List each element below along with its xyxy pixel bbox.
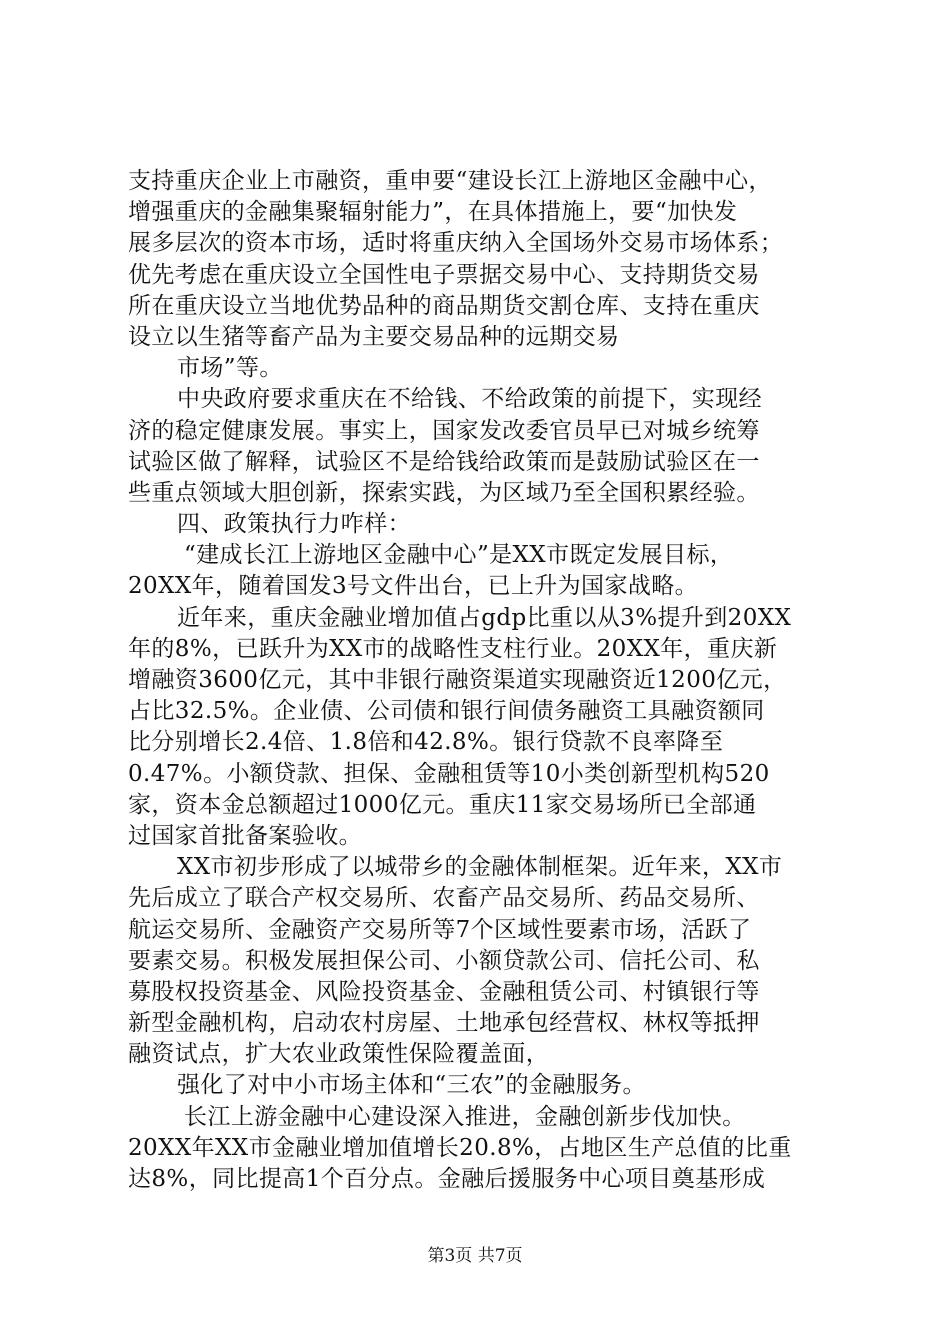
text-line: 设立以生猪等畜产品为主要交易品种的远期交易 <box>128 323 620 350</box>
text-line: 展多层次的资本市场，适时将重庆纳入全国场外交易市场体系； <box>128 230 784 257</box>
body-text <box>128 166 848 1195</box>
text-line: 达8%，同比提高1个百分点。金融后援服务中心项目奠基形成 <box>128 1166 766 1192</box>
text-line: 0.47%。小额贷款、担保、金融租赁等10小类创新型机构520 <box>128 760 770 787</box>
text-line: XX市初步形成了以城带乡的金融体制框架。近年来，XX市 <box>177 854 783 881</box>
text-line: “建成长江上游地区金融中心”是XX市既定发展目标， <box>184 542 734 569</box>
text-line: 强化了对中小市场主体和“三农”的金融服务。 <box>177 1072 646 1099</box>
text-line: 长江上游金融中心建设深入推进，金融创新步伐加快。 <box>184 1103 746 1130</box>
text-line: 中央政府要求重庆在不给钱、不给政策的前提下，实现经 <box>177 386 762 413</box>
text-line: 20XX年XX市金融业增加值增长20.8%，占地区生产总值的比重 <box>128 1134 792 1161</box>
text-line: 占比32.5%。企业债、公司债和银行间债务融资工具融资额同 <box>128 698 765 725</box>
text-line: 融资试点，扩大农业政策性保险覆盖面， <box>128 1041 550 1068</box>
page-number: 第3页 共7页 <box>427 1246 523 1266</box>
text-line: 过国家首批备案验收。 <box>128 822 362 849</box>
text-line: 优先考虑在重庆设立全国性电子票据交易中心、支持期货交易 <box>128 261 760 288</box>
text-line: 些重点领域大胆创新，探索实践，为区域乃至全国积累经验。 <box>128 479 760 506</box>
text-line: 家，资本金总额超过1000亿元。重庆11家交易场所已全部通 <box>128 791 757 818</box>
text-line: 航运交易所、金融资产交易所等7个区域性要素市场，活跃了 <box>128 916 752 943</box>
text-line: 市场”等。 <box>177 355 283 382</box>
text-line: 增融资3600亿元，其中非银行融资渠道实现融资近1200亿元， <box>128 667 787 693</box>
text-line: 20XX年，随着国发3号文件出台，已上升为国家战略。 <box>128 573 699 600</box>
text-line: 比分别增长2.4倍、1.8倍和42.8%。银行贷款不良率降至 <box>128 729 724 756</box>
text-line: 先后成立了联合产权交易所、农畜产品交易所、药品交易所、 <box>128 885 760 912</box>
section-heading: 四、政策执行力咋样： <box>177 511 411 538</box>
text-line: 支持重庆企业上市融资，重申要“建设长江上游地区金融中心， <box>128 168 772 194</box>
text-line: 所在重庆设立当地优势品种的商品期货交割仓库、支持在重庆 <box>128 292 760 319</box>
text-line: 新型金融机构，启动农村房屋、土地承包经营权、林权等抵押 <box>128 1010 760 1037</box>
text-line: 增强重庆的金融集聚辐射能力”，在具体措施上，要“加快发 <box>128 199 738 226</box>
text-line: 济的稳定健康发展。事实上，国家发改委官员早已对城乡统筹 <box>128 417 760 444</box>
text-line: 募股权投资基金、风险投资基金、金融租赁公司、村镇银行等 <box>128 978 760 1005</box>
page-footer <box>0 1246 950 1266</box>
text-line: 年的8%，已跃升为XX市的战略性支柱行业。20XX年，重庆新 <box>128 635 778 662</box>
text-line: 要素交易。积极发展担保公司、小额贷款公司、信托公司、私 <box>128 947 760 974</box>
text-line: 近年来，重庆金融业增加值占gdp比重以从3%提升到20XX <box>177 604 792 631</box>
text-line: 试验区做了解释，试验区不是给钱给政策而是鼓励试验区在一 <box>128 448 760 475</box>
